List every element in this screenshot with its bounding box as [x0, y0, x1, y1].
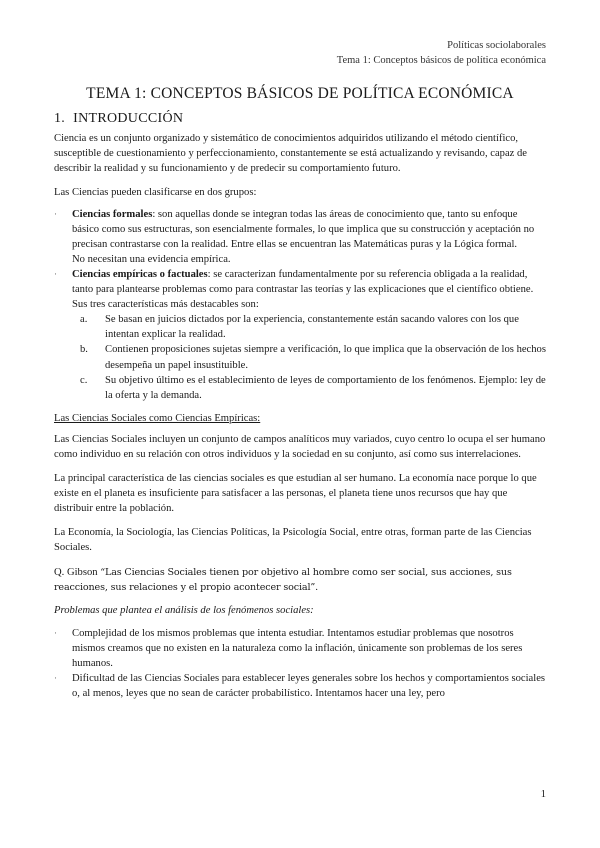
page-content	[54, 86, 546, 709]
bullet-marker: ·	[54, 268, 57, 279]
problems-list	[54, 626, 546, 701]
term-formales: Ciencias formales	[72, 208, 153, 220]
list-letter: c.	[80, 374, 88, 386]
sociales-paragraph-2: La principal característica de las ciencias sociales es que estudian al ser humano. La economía nace porque lo que existe en el planeta es insuficiente para satisfacer a las personas, el planeta tiene unos recursos que hay que distribuir entre la población.	[54, 473, 537, 515]
classification-paragraph: Las Ciencias pueden clasificarse en dos grupos:	[54, 187, 257, 199]
intro-paragraph: Ciencia es un conjunto organizado y sistemático de conocimientos adquiridos utilizando el método científico, susceptible de cuestionamiento y perfeccionamiento, constantemente se está actualizando y revisando, capaz de describir la realidad y su funcionamiento y de predecir su comportamiento futuro.	[54, 133, 527, 175]
desc-empiricas: : se caracterizan fundamentalmente por su referencia obligada a la realidad, tanto para plantearse problemas como para contrastar las teorías y las explicaciones que el científico obtiene.	[72, 268, 534, 296]
list-text: Su objetivo último es el establecimiento de leyes de comportamiento de los fenómenos. Ejemplo: ley de la oferta y la demanda.	[105, 374, 546, 401]
list-item-formales	[54, 207, 546, 267]
bullet-marker: ·	[54, 627, 57, 638]
list-text: Dificultad de las Ciencias Sociales para establecer leyes generales sobre los hechos y comportamientos sociales o, al menos, leyes que no sean de carácter probabilístico. Intentamos hacer una ley, pero	[72, 673, 546, 700]
list-text: Se basan en juicios dictados por la experiencia, constantemente están sacando valores con los que intentan explicar la realidad.	[105, 314, 519, 341]
quote-block	[54, 565, 546, 595]
bullet-marker: ·	[54, 208, 57, 219]
term-empiricas: Ciencias empíricas o factuales	[72, 268, 208, 280]
list-item	[54, 626, 546, 671]
list-item	[54, 671, 546, 701]
list-item	[72, 342, 546, 372]
section-heading	[54, 111, 546, 126]
problems-heading: Problemas que plantea el análisis de los fenómenos sociales:	[54, 604, 314, 616]
page-title: TEMA 1: CONCEPTOS BÁSICOS DE POLÍTICA ECONÓMICA	[86, 85, 514, 102]
header-course: Políticas sociolaborales	[447, 40, 546, 51]
running-header	[337, 38, 546, 68]
list-letter: a.	[80, 314, 88, 326]
science-types-list	[54, 207, 546, 403]
sociales-paragraph-3: La Economía, la Sociología, las Ciencias Políticas, la Psicología Social, entre otras, forman parte de las Ciencias Sociales.	[54, 527, 532, 554]
list-item-empiricas	[54, 267, 546, 403]
section-number: 1.	[54, 111, 66, 127]
list-text: Contienen proposiciones sujetas siempre a verificación, lo que implica que la observación de los hechos desempeña un papel insustituible.	[105, 344, 546, 371]
characteristics-list	[72, 312, 546, 403]
list-text: Complejidad de los mismos problemas que intenta estudiar. Intentamos estudiar problemas que nosotros mismos creamos que no existen en la naturaleza como la inflación, únicamente son problemas de los seres humanos.	[72, 627, 523, 669]
list-item	[72, 373, 546, 403]
list-item	[72, 312, 546, 342]
page-number: 1	[540, 789, 546, 800]
quote-text: “Las Ciencias Sociales tienen por objetivo al hombre como ser social, sus acciones, sus reacciones, sus relaciones y el propio acontecer social”.	[54, 566, 512, 593]
header-topic: Tema 1: Conceptos básicos de política económica	[336, 55, 546, 66]
quote-author: Q. Gibson	[54, 566, 98, 578]
note-formales: No necesitan una evidencia empírica.	[72, 253, 231, 265]
note-empiricas: Sus tres características más destacables son:	[72, 299, 259, 311]
subsection-heading: Las Ciencias Sociales como Ciencias Empíricas:	[54, 412, 261, 424]
desc-formales: : son aquellas donde se integran todas las áreas de conocimiento que, tanto su enfoque básico como sus estructuras, son esencialmente formales, lo que implica que su construcción y aceptación no precisan contrastarse con la realidad. Entre ellas se encuentran las Matemáticas puras y la Lógica formal.	[72, 208, 535, 250]
bullet-marker: ·	[54, 673, 57, 684]
section-label: INTRODUCCIÓN	[73, 111, 184, 127]
sociales-paragraph-1: Las Ciencias Sociales incluyen un conjunto de campos analíticos muy variados, cuyo centro lo ocupa el ser humano como individuo en su relación con otros individuos y la sociedad en su conjunto, así como sus interrelaciones.	[54, 433, 546, 460]
list-letter: b.	[80, 344, 88, 356]
